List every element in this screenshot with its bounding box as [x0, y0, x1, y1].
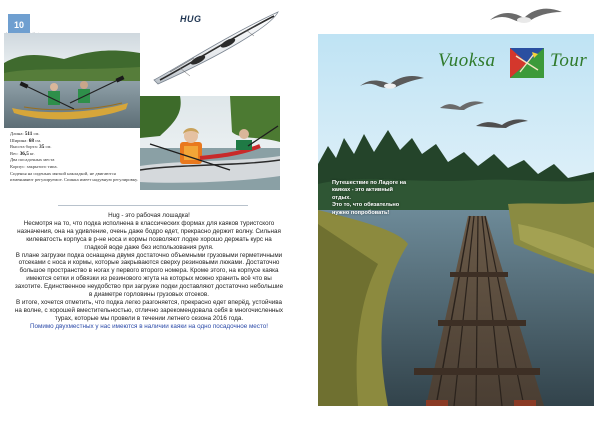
kayak-description — [14, 212, 284, 331]
description-paragraph: В плане загрузки подка оснащена двумя достаточно объемными грузовыми герметичными отсеками с носа и кормы, которые закрываются сверху резиновыми люками. Достаточно большое пространство в ногах у первого второго номера. Кроме этого, на корпусе каяка имеются сетки и обвязки из резинового жгута на которых можно хранить всё что вы захотите. Единственное неудобство при загрузке подки доставляют достаточно небольшие в диаметре горловины грузовых отсеков. — [14, 251, 284, 299]
spec-note: Два посадочных места — [10, 157, 55, 163]
description-paragraph: Несмотря на то, что подка исполнена в классических формах для каяков туристского назначения, она на удивление, очень даже бодро едет, прекрасно держит волну. Сильная килеватость корпуса в р-не носа и кормы позволяют лодке хорошо держать курс на гладкой воде даже без использования руля. — [17, 219, 281, 251]
section-divider — [58, 205, 248, 206]
kayak-product-image — [150, 6, 282, 88]
spec-weight — [10, 151, 138, 158]
caption-line: отдых. — [332, 194, 351, 201]
spec-length-unit: см. — [33, 131, 40, 136]
spec-width-label: Ширина: — [10, 137, 28, 143]
right-page — [318, 0, 600, 424]
spec-note: Сиденья на сиденьях мягкой накладкой, не двигаются измеянияют регулируемое. Спинка имеет надувную регулировку. — [10, 170, 138, 183]
description-paragraph: В итоге, хочется отметить, что подка легко разгоняется, прекрасно едет вперёд, устойчива на волне, с хорошей вместительностью, отлично зарекомендовала себя в многочисленных турах, которые мы провели в течении летнего сезона 2016 года. — [14, 298, 284, 322]
spec-length-label: Длина: — [10, 131, 24, 136]
caption-line: каяках - это активный — [332, 187, 393, 194]
caption-line: нужно попробовать! — [332, 209, 390, 216]
spec-weight-unit: кг. — [29, 150, 35, 156]
spec-length-value: 511 — [24, 131, 33, 137]
spec-height-unit: см. — [45, 144, 52, 150]
spec-height-value: 35 — [39, 144, 45, 151]
spec-width-value: 68 — [28, 137, 34, 144]
spec-note: Корпус: закрытого типа. — [10, 163, 58, 169]
spec-weight-value: 36,5 — [19, 150, 29, 157]
spec-height-label: Высота борта: — [10, 144, 38, 150]
caption-line: Это то, что обязательно — [332, 202, 400, 209]
spec-width — [10, 138, 138, 145]
spec-height — [10, 144, 138, 151]
page-number: 10 — [13, 20, 24, 30]
logo-text-vuoksa: Vuoksa — [438, 50, 496, 71]
spec-width-unit: см. — [35, 137, 42, 143]
spec-length — [10, 131, 138, 138]
caption-line: Путешествие по Ладоге на — [332, 180, 407, 186]
highlight-note: Помимо двухместных у нас имеются в наличии каяки на одно посадочное место! — [29, 322, 269, 330]
logo-text-tour: Tour — [550, 50, 588, 71]
description-heading: Hug - это рабочая лошадка! — [108, 212, 190, 219]
photo-woman-kayak — [140, 96, 280, 190]
spec-weight-label: Вес: — [10, 150, 19, 156]
seagull-icon — [358, 72, 426, 94]
photo-kayakers-lake — [4, 33, 140, 128]
hero-caption — [332, 180, 450, 217]
seagull-icon — [488, 4, 564, 28]
seagull-icon — [474, 116, 530, 132]
vuoksa-tour-logo-mark — [508, 46, 546, 80]
vuoksa-tour-logo — [438, 46, 600, 82]
page-title: HUG — [180, 14, 202, 24]
seagull-icon — [438, 98, 486, 114]
kayak-specs — [10, 131, 138, 184]
